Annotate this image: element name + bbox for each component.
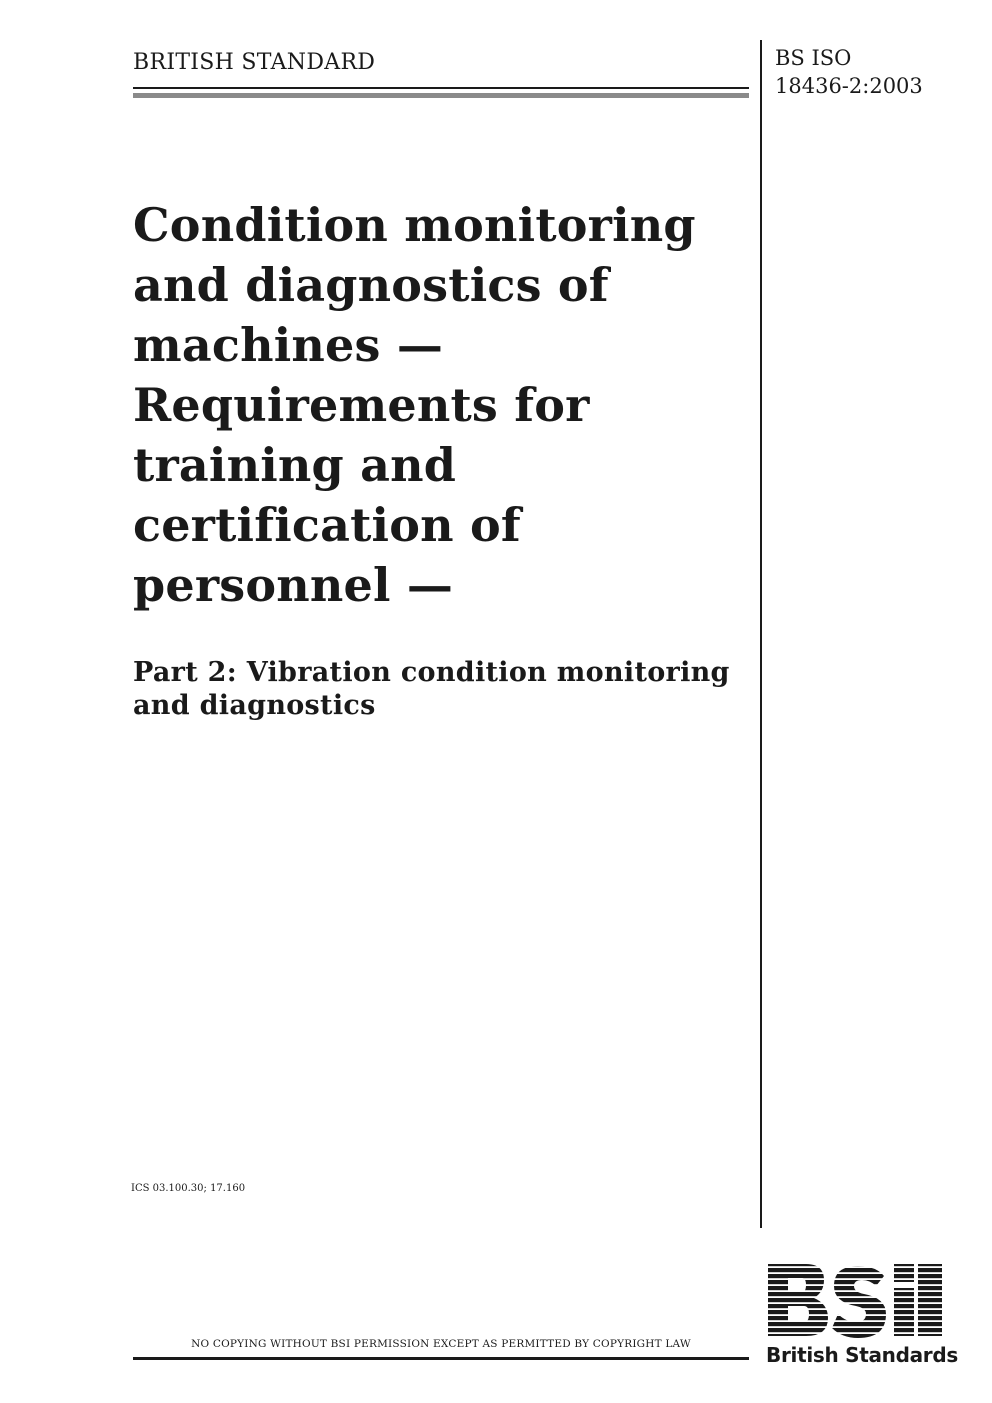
copyright-notice: NO COPYING WITHOUT BSI PERMISSION EXCEPT AS PERMITTED BY COPYRIGHT LAW bbox=[191, 1338, 691, 1350]
footer-rule bbox=[133, 1357, 749, 1360]
document-number-id: 18436-2:2003 bbox=[775, 74, 923, 98]
bsi-logo-mark bbox=[766, 1262, 944, 1340]
vertical-divider bbox=[760, 40, 762, 1228]
header-rule bbox=[133, 87, 749, 98]
document-title: Condition monitoring and diagnostics of machines — Requirements for training and certification of personnel — bbox=[133, 198, 696, 612]
ics-code: ICS 03.100.30; 17.160 bbox=[131, 1183, 246, 1194]
document-number bbox=[775, 44, 923, 100]
header-rule-thick bbox=[133, 93, 749, 98]
standard-type-label: BRITISH STANDARD bbox=[133, 50, 376, 75]
document-number-prefix: BS ISO bbox=[775, 46, 852, 70]
header-rule-thin bbox=[133, 87, 749, 89]
bsi-brand-name: British Standards bbox=[766, 1343, 958, 1367]
document-subtitle: Part 2: Vibration condition monitoring and diagnostics bbox=[133, 657, 730, 721]
